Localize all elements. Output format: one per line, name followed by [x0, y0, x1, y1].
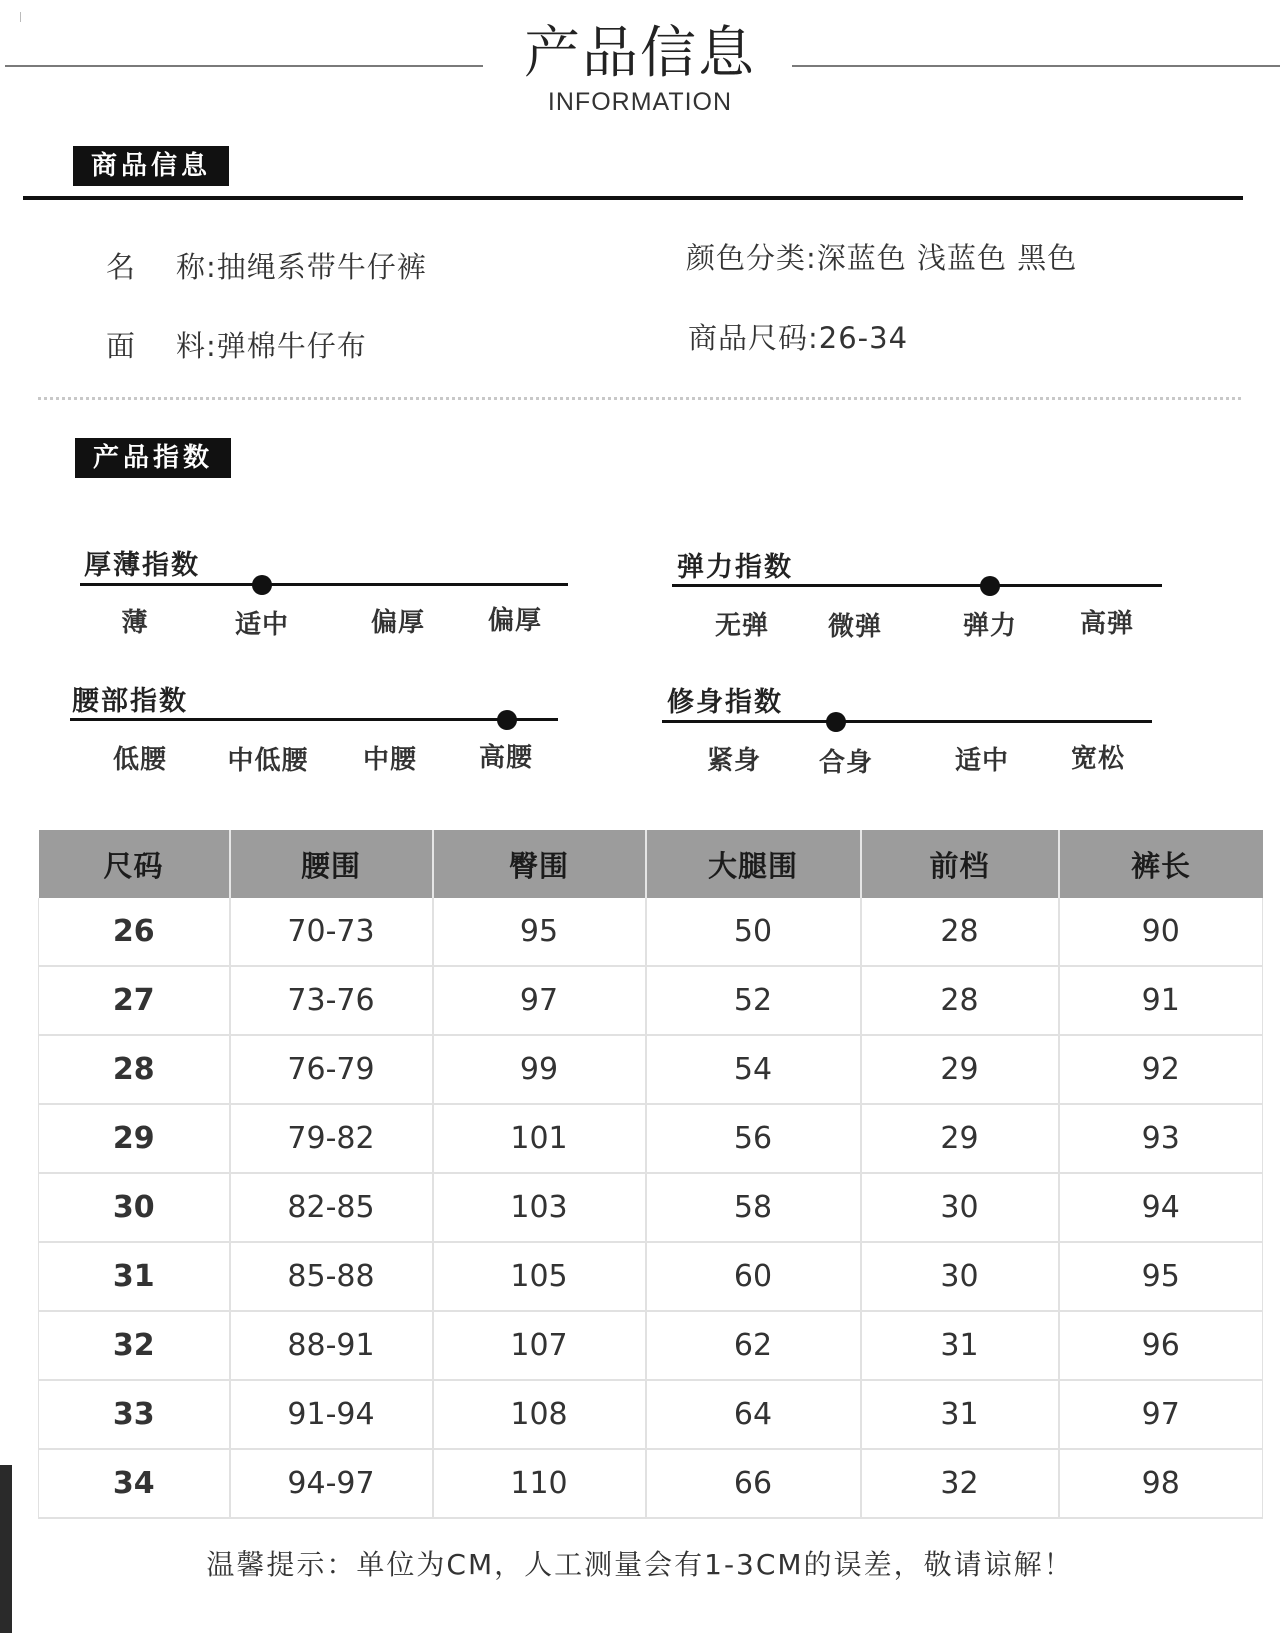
table-cell: 28	[39, 1035, 230, 1104]
table-cell: 52	[646, 966, 861, 1035]
table-cell: 29	[861, 1104, 1059, 1173]
waist-option: 低腰	[112, 745, 168, 775]
table-header-cell: 前档	[861, 830, 1059, 898]
elasticity-option: 无弹	[714, 611, 770, 641]
info-name-value: 抽绳系带牛仔裤	[216, 250, 427, 284]
table-header-cell: 大腿围	[646, 830, 861, 898]
goods-info-rule	[23, 196, 1243, 200]
table-cell: 85-88	[230, 1242, 433, 1311]
info-name	[106, 245, 427, 286]
info-fabric-key-b: 料:	[176, 329, 217, 363]
table-cell: 54	[646, 1035, 861, 1104]
page-title: 产品信息	[524, 21, 756, 86]
table-cell: 33	[39, 1380, 230, 1449]
info-color	[686, 236, 1077, 277]
table-cell: 97	[433, 966, 646, 1035]
elasticity-option: 微弹	[827, 612, 883, 642]
waist-option: 中腰	[362, 745, 418, 775]
table-cell: 101	[433, 1104, 646, 1173]
info-size	[688, 316, 908, 357]
fit-option: 紧身	[706, 746, 762, 776]
table-cell: 29	[39, 1104, 230, 1173]
table-cell: 70-73	[230, 898, 433, 966]
info-fabric-value: 弹棉牛仔布	[216, 329, 367, 363]
table-cell: 107	[433, 1311, 646, 1380]
table-cell: 88-91	[230, 1311, 433, 1380]
info-fabric-key-a: 面	[106, 329, 137, 363]
table-cell: 97	[1059, 1380, 1263, 1449]
table-cell: 95	[1059, 1242, 1263, 1311]
table-cell: 91-94	[230, 1380, 433, 1449]
table-cell: 79-82	[230, 1104, 433, 1173]
waist-label: 腰部指数	[72, 686, 188, 717]
table-cell: 62	[646, 1311, 861, 1380]
table-cell: 82-85	[230, 1173, 433, 1242]
thickness-marker	[252, 575, 272, 595]
table-cell: 93	[1059, 1104, 1263, 1173]
fit-option: 合身	[818, 748, 874, 778]
fit-option: 宽松	[1070, 744, 1126, 774]
table-cell: 31	[39, 1242, 230, 1311]
table-cell: 32	[861, 1449, 1059, 1518]
elasticity-track	[672, 584, 1162, 587]
fit-marker	[826, 712, 846, 732]
table-cell: 34	[39, 1449, 230, 1518]
elasticity-marker	[980, 576, 1000, 596]
thickness-option: 薄	[121, 608, 149, 638]
table-cell: 96	[1059, 1311, 1263, 1380]
table-row	[39, 1173, 1263, 1242]
table-cell: 60	[646, 1242, 861, 1311]
table-header-row	[39, 830, 1263, 898]
table-row	[39, 1242, 1263, 1311]
thickness-option: 偏厚	[370, 608, 426, 638]
table-cell: 28	[861, 966, 1059, 1035]
goods-info-tag: 商品信息	[73, 146, 229, 186]
info-color-key: 颜色分类:	[686, 241, 817, 275]
table-header-cell: 臀围	[433, 830, 646, 898]
table-row	[39, 898, 1263, 966]
table-cell: 92	[1059, 1035, 1263, 1104]
info-name-key-b: 称:	[176, 250, 217, 284]
section-divider	[38, 397, 1241, 400]
table-cell: 30	[861, 1173, 1059, 1242]
table-cell: 28	[861, 898, 1059, 966]
elasticity-label: 弹力指数	[677, 552, 793, 583]
table-cell: 95	[433, 898, 646, 966]
table-cell: 30	[39, 1173, 230, 1242]
table-cell: 94-97	[230, 1449, 433, 1518]
table-cell: 91	[1059, 966, 1263, 1035]
table-cell: 108	[433, 1380, 646, 1449]
page-subtitle: INFORMATION	[547, 88, 733, 116]
table-cell: 73-76	[230, 966, 433, 1035]
thickness-option: 适中	[234, 610, 290, 640]
waist-option: 高腰	[478, 743, 534, 773]
table-header-cell: 裤长	[1059, 830, 1263, 898]
thickness-option: 偏厚	[487, 606, 543, 636]
table-cell: 94	[1059, 1173, 1263, 1242]
fit-label: 修身指数	[667, 687, 783, 718]
table-cell: 31	[861, 1311, 1059, 1380]
table-cell: 64	[646, 1380, 861, 1449]
info-fabric	[106, 324, 367, 365]
table-row	[39, 1035, 1263, 1104]
table-header-cell: 尺码	[39, 830, 230, 898]
table-cell: 30	[861, 1242, 1059, 1311]
info-size-value: 26-34	[818, 321, 909, 355]
elasticity-option: 高弹	[1079, 609, 1135, 639]
table-cell: 98	[1059, 1449, 1263, 1518]
table-row	[39, 1449, 1263, 1518]
table-cell: 103	[433, 1173, 646, 1242]
table-cell: 66	[646, 1449, 861, 1518]
waist-option: 中低腰	[227, 746, 309, 776]
elasticity-option: 弹力	[962, 611, 1018, 641]
info-size-key: 商品尺码:	[688, 321, 819, 355]
table-cell: 31	[861, 1380, 1059, 1449]
table-cell: 90	[1059, 898, 1263, 966]
table-cell: 32	[39, 1311, 230, 1380]
table-cell: 26	[39, 898, 230, 966]
fit-track	[662, 720, 1152, 723]
table-row	[39, 1311, 1263, 1380]
waist-marker	[497, 710, 517, 730]
waist-track	[70, 718, 558, 721]
table-row	[39, 966, 1263, 1035]
table-header-cell: 腰围	[230, 830, 433, 898]
table-row	[39, 1104, 1263, 1173]
fit-option: 适中	[954, 746, 1010, 776]
size-table	[38, 830, 1263, 1519]
measurement-note: 温馨提示：单位为CM，人工测量会有1-3CM的误差，敬请谅解！	[206, 1548, 1074, 1581]
table-cell: 50	[646, 898, 861, 966]
indices-tag: 产品指数	[75, 438, 231, 478]
table-cell: 29	[861, 1035, 1059, 1104]
table-cell: 56	[646, 1104, 861, 1173]
table-cell: 27	[39, 966, 230, 1035]
edge-bar	[0, 1465, 12, 1633]
corner-tick	[20, 12, 21, 22]
table-cell: 105	[433, 1242, 646, 1311]
table-cell: 58	[646, 1173, 861, 1242]
table-cell: 110	[433, 1449, 646, 1518]
info-name-key-a: 名	[106, 250, 137, 284]
info-color-value: 深蓝色 浅蓝色 黑色	[816, 241, 1078, 275]
thickness-label: 厚薄指数	[84, 550, 200, 581]
table-row	[39, 1380, 1263, 1449]
table-cell: 99	[433, 1035, 646, 1104]
table-cell: 76-79	[230, 1035, 433, 1104]
thickness-track	[80, 583, 568, 586]
